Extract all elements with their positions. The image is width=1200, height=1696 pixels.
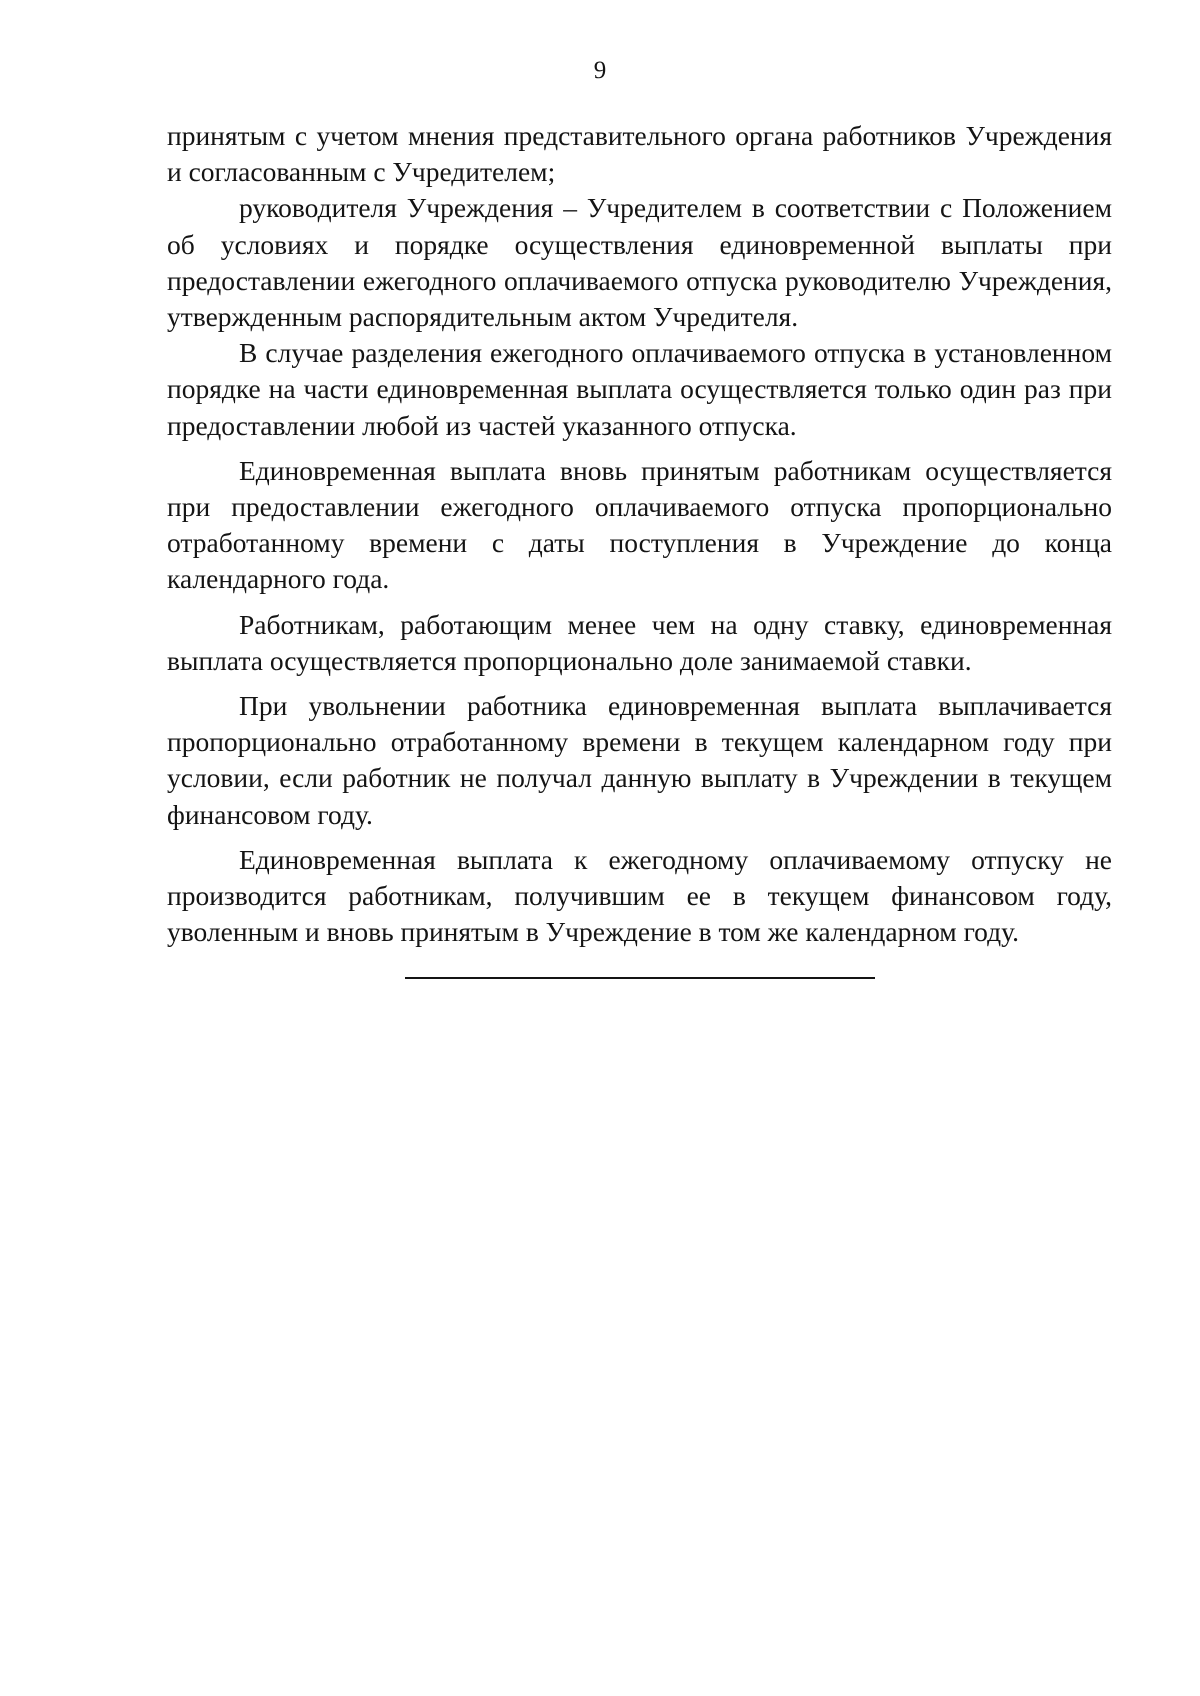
paragraph-new-employees: Единовременная выплата вновь принятым работникам осуществляется при предоставлении ежегодного оплачиваемого отпуска пропорционально отработанному времени с даты поступления в Учреждение до конца календарного года. (167, 454, 1112, 595)
paragraph-continuation: принятым с учетом мнения представительного органа работников Учреждения и согласованным с Учредителем; (167, 120, 1112, 188)
paragraph-part-time: Работникам, работающим менее чем на одну ставку, единовременная выплата осуществляется пропорционально доле занимаемой ставки. (167, 608, 1112, 676)
paragraph-leave-split: В случае разделения ежегодного оплачиваемого отпуска в установленном порядке на части единовременная выплата осуществляется только один раз при предоставлении любой из частей указанного отпуска. (167, 337, 1112, 441)
paragraph-director: руководителя Учреждения – Учредителем в соответствии с Положением об условиях и порядке осуществления единовременной выплаты при предоставлении ежегодного оплачиваемого отпуска руководителю Учреждения, утвержденным распорядительным актом Учредителя. (167, 192, 1112, 333)
closing-rule (405, 977, 875, 979)
page-number: 9 (593, 57, 607, 84)
paragraph-dismissal: При увольнении работника единовременная выплата выплачивается пропорционально отработанному времени в текущем календарном году при условии, если работник не получал данную выплату в Учреждении в текущем финансовом году. (167, 690, 1112, 830)
document-body (167, 118, 1112, 950)
paragraph-exclusion: Единовременная выплата к ежегодному оплачиваемому отпуску не производится работникам, получившим ее в текущем финансовом году, уволенным и вновь принятым в Учреждение в том же календарном году. (167, 843, 1112, 948)
